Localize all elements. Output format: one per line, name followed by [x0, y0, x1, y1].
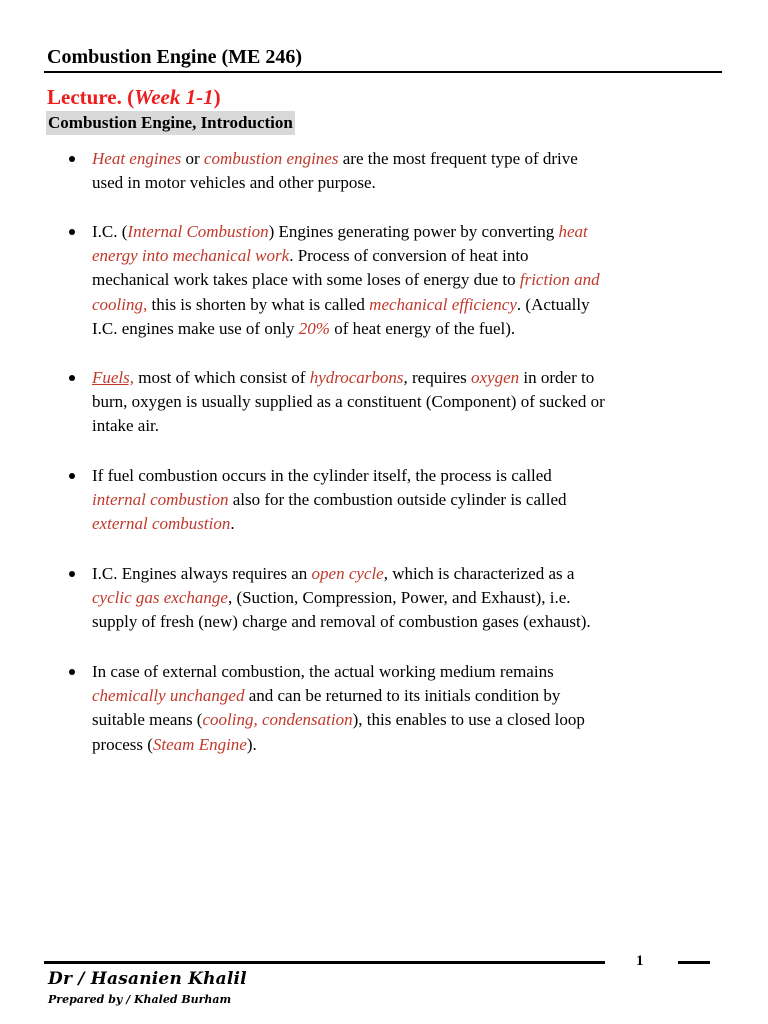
- text-run: suitable means (: [92, 710, 203, 730]
- bullet-line: [92, 244, 732, 268]
- lecture-heading: [47, 84, 221, 110]
- bullet-dot-icon: [69, 669, 75, 675]
- bullet-item: [92, 464, 732, 537]
- footer-rule: [44, 961, 605, 964]
- text-run: intake air.: [92, 416, 160, 436]
- text-run: , which is characterized as a: [383, 564, 575, 583]
- text-run: most of which consist of: [134, 368, 310, 387]
- document-header-title: Combustion Engine (ME 246): [47, 46, 303, 68]
- bullet-line: [92, 268, 732, 292]
- section-title: Combustion Engine, Introduction: [46, 111, 295, 135]
- bullet-line: [92, 147, 732, 171]
- text-run: I.C. Engines always requires an: [92, 564, 312, 583]
- bullet-dot-icon: [69, 571, 75, 577]
- emphasized-term: Heat engines: [92, 149, 182, 168]
- emphasized-term: chemically unchanged: [92, 686, 245, 706]
- bullet-line: [92, 586, 732, 610]
- bullet-line: [92, 390, 732, 414]
- bullet-line: [92, 684, 732, 708]
- text-run: also for the combustion outside cylinder is called: [228, 490, 567, 510]
- text-run: ) Engines generating power by converting: [268, 222, 559, 241]
- emphasized-term: Steam Engine: [152, 734, 247, 754]
- text-run: . (Actually: [516, 294, 590, 314]
- emphasized-term: cooling,: [92, 294, 148, 314]
- text-run: If fuel combustion occurs in the cylinder itself, the process is called: [92, 466, 552, 485]
- lecture-suffix: ): [213, 85, 221, 109]
- bullet-dot-icon: [69, 229, 75, 235]
- bullet-item: [92, 660, 732, 757]
- emphasized-term: Fuels,: [92, 368, 135, 387]
- text-run: mechanical work takes place with some loses of energy due to: [92, 270, 520, 290]
- bullet-item: [92, 562, 732, 635]
- bullet-item: [92, 220, 732, 341]
- text-run: process (: [92, 734, 153, 754]
- text-run: and can be returned to its initials condition by: [244, 686, 561, 706]
- emphasized-term: combustion engines: [203, 149, 339, 168]
- bullet-line: [92, 708, 732, 732]
- text-run: I.C. (: [92, 222, 128, 241]
- bullet-item: [92, 147, 732, 195]
- emphasized-term: open cycle: [311, 564, 384, 583]
- bullet-line: [92, 366, 732, 390]
- emphasized-term: mechanical efficiency: [369, 294, 517, 314]
- emphasized-term: oxygen: [471, 368, 520, 387]
- emphasized-term: friction and: [519, 270, 600, 290]
- footer-rule-short: [678, 961, 710, 964]
- emphasized-term: heat: [558, 222, 588, 241]
- bullet-line: [92, 293, 732, 317]
- bullet-line: [92, 562, 732, 586]
- bullet-line: [92, 171, 732, 195]
- text-run: . Process of conversion of heat into: [289, 246, 529, 266]
- text-run: , (Suction, Compression, Power, and Exhaust), i.e.: [227, 588, 571, 608]
- header-rule: [44, 71, 722, 73]
- bullet-line: [92, 317, 732, 341]
- bullet-dot-icon: [69, 375, 75, 381]
- text-run: ), this enables to use a closed loop: [352, 710, 585, 730]
- text-run: , requires: [403, 368, 472, 387]
- bullet-line: [92, 220, 732, 244]
- text-run: in order to: [519, 368, 595, 387]
- text-run: are the most frequent type of drive: [338, 149, 578, 168]
- bullet-line: [92, 488, 732, 512]
- bullet-line: [92, 660, 732, 684]
- page-number: 1: [636, 953, 644, 969]
- text-run: or: [181, 149, 204, 168]
- text-run: .: [230, 514, 235, 534]
- emphasized-term: cooling, condensation: [202, 710, 353, 730]
- text-run: used in motor vehicles and other purpose.: [92, 173, 376, 193]
- bullet-line: [92, 414, 732, 438]
- emphasized-term: energy into mechanical work: [92, 246, 290, 266]
- bullet-line: [92, 512, 732, 536]
- text-run: In case of external combustion, the actual working medium remains: [92, 662, 554, 681]
- text-run: ).: [246, 734, 257, 754]
- bullet-item: [92, 366, 732, 439]
- bullet-dot-icon: [69, 156, 75, 162]
- lecture-week: Week 1-1: [134, 85, 214, 109]
- emphasized-term: external combustion: [92, 514, 231, 534]
- emphasized-term: hydrocarbons: [309, 368, 404, 387]
- emphasized-term: cyclic gas exchange: [92, 588, 228, 608]
- text-run: burn, oxygen is usually supplied as a constituent (Component) of sucked or: [92, 392, 605, 412]
- bullet-line: [92, 610, 732, 634]
- bullet-line: [92, 733, 732, 757]
- text-run: supply of fresh (new) charge and removal of combustion gases (exhaust).: [92, 612, 591, 632]
- emphasized-term: 20%: [298, 318, 330, 338]
- text-run: of heat energy of the fuel).: [329, 318, 516, 338]
- text-run: this is shorten by what is called: [147, 294, 370, 314]
- emphasized-term: internal combustion: [92, 490, 229, 510]
- bullet-dot-icon: [69, 473, 75, 479]
- emphasized-term: Internal Combustion: [127, 222, 269, 241]
- text-run: I.C. engines make use of only: [92, 318, 299, 338]
- bullet-line: [92, 464, 732, 488]
- lecture-prefix: Lecture. (: [47, 85, 135, 109]
- author-signature: Dr / Hasanien Khalil: [48, 969, 247, 989]
- prepared-by: Prepared by / Khaled Burham: [48, 993, 232, 1006]
